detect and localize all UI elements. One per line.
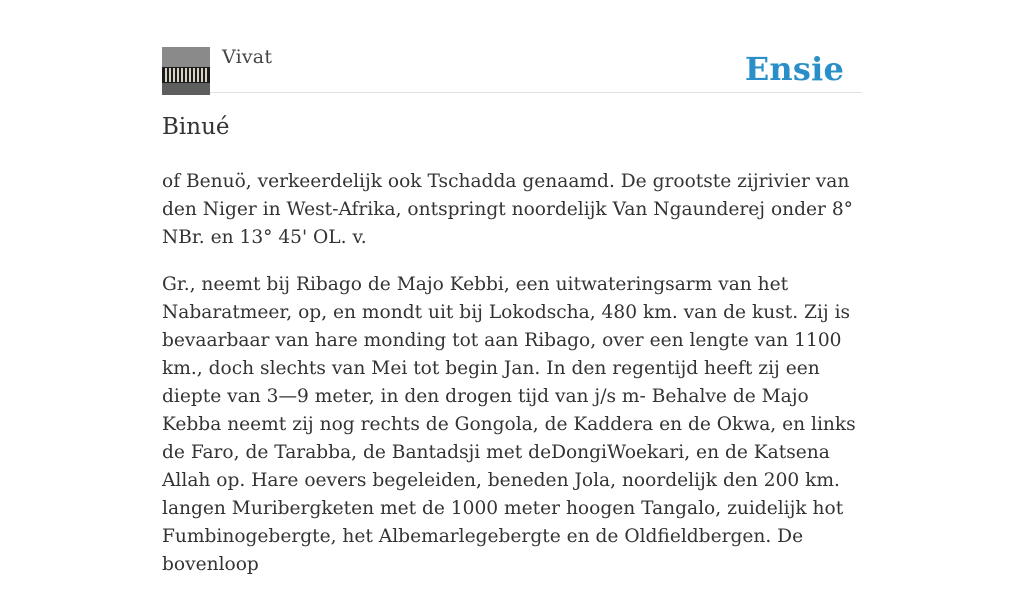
avatar-image xyxy=(162,47,210,95)
avatar[interactable] xyxy=(162,47,210,95)
brand-logo[interactable]: Ensie xyxy=(744,50,844,88)
article-paragraph: of Benuö, verkeerdelijk ook Tschadda genaamd. De grootste zijrivier van den Niger in West-Afrika, ontspringt noordelijk Van Ngaunderej onder 8° NBr. en 13° 45' OL. v. xyxy=(162,171,853,248)
article-title: Binué xyxy=(162,114,230,140)
article-body xyxy=(162,168,862,598)
page xyxy=(162,0,862,575)
author-name[interactable]: Vivat xyxy=(222,46,273,68)
article-paragraph: Gr., neemt bij Ribago de Majo Kebbi, een uitwateringsarm van het Nabaratmeer, op, en mondt uit bij Lokodscha, 480 km. van de kust. Zij is bevaarbaar van hare monding tot aan Ribago, over een lengte van 1100 km., doch slechts van Mei tot begin Jan. In den regentijd heeft zij een diepte van 3—9 meter, in den drogen tijd van j/s m- Behalve de Majo Kebba neemt zij nog rechts de Gongola, de Kaddera en de Okwa, en links de Faro, de Tarabba, de Bantadsji met deDongiWoekari, en de Katsena Allah op. Hare oevers begeleiden, beneden Jola, noordelijk den 200 km. langen Muribergketen met de 1000 meter hoogen Tangalo, zuidelijk hot Fumbinogebergte, het Albemarlegebergte en de Oldfieldbergen. De bovenloop xyxy=(162,274,856,575)
header xyxy=(162,0,862,93)
